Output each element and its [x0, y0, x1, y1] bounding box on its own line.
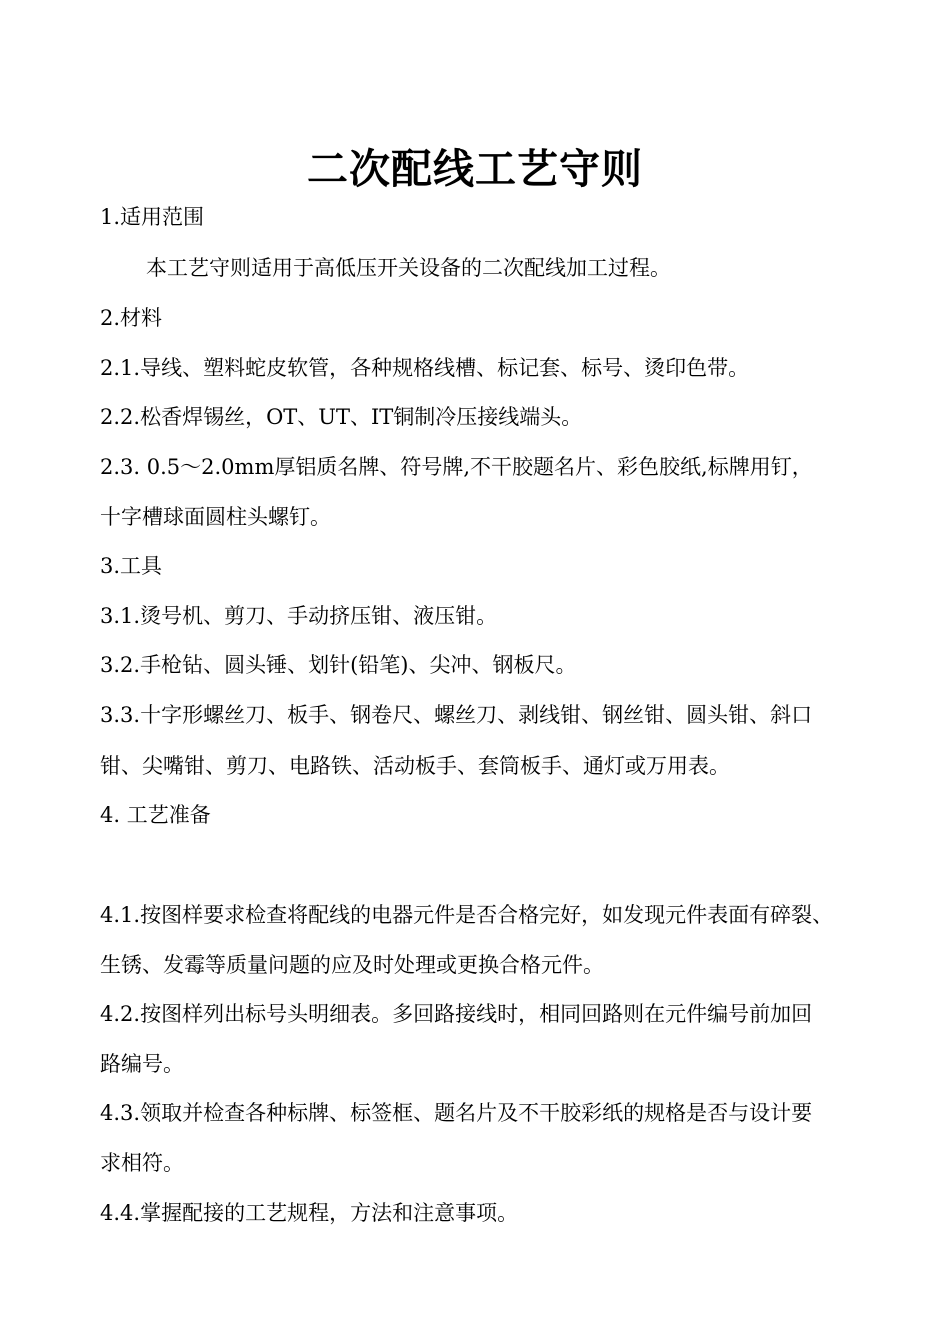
section-heading-preparation: 4. 工艺准备: [100, 803, 211, 827]
item-4-1-cont: 生锈、发霉等质量问题的应及时处理或更换合格元件。: [100, 953, 604, 977]
section-heading-materials: 2.材料: [100, 306, 163, 330]
item-3-2: 3.2.手枪钻、圆头锤、划针(铅笔)、尖冲、钢板尺。: [100, 653, 577, 677]
item-4-3-cont: 求相符。: [100, 1151, 184, 1175]
item-4-4: 4.4.掌握配接的工艺规程，方法和注意事项。: [100, 1201, 519, 1225]
item-2-3-cont: 十字槽球面圆柱头螺钉。: [100, 505, 331, 529]
item-4-1: 4.1.按图样要求检查将配线的电器元件是否合格完好，如发现元件表面有碎裂、: [100, 903, 834, 927]
item-2-1: 2.1.导线、塑料蛇皮软管，各种规格线槽、标记套、标号、烫印色带。: [100, 356, 750, 380]
item-4-2-cont: 路编号。: [100, 1052, 184, 1076]
item-2-2: 2.2.松香焊锡丝，OT、UT、IT铜制冷压接线端头。: [100, 405, 583, 429]
paragraph-scope: 本工艺守则适用于高低压开关设备的二次配线加工过程。: [146, 256, 671, 280]
item-3-3-cont: 钳、尖嘴钳、剪刀、电路铁、活动板手、套筒板手、通灯或万用表。: [100, 754, 730, 778]
document-title: 二次配线工艺守则: [307, 145, 643, 193]
item-4-2: 4.2.按图样列出标号头明细表。多回路接线时，相同回路则在元件编号前加回: [100, 1002, 813, 1026]
item-4-3: 4.3.领取并检查各种标牌、标签框、题名片及不干胶彩纸的规格是否与设计要: [100, 1101, 813, 1125]
section-heading-tools: 3.工具: [100, 554, 163, 578]
item-3-1: 3.1.烫号机、剪刀、手动挤压钳、液压钳。: [100, 604, 498, 628]
item-2-3: 2.3. 0.5～2.0mm厚铝质名牌、符号牌,不干胶题名片、彩色胶纸,标牌用钉，: [100, 455, 813, 479]
item-3-3: 3.3.十字形螺丝刀、板手、钢卷尺、螺丝刀、剥线钳、钢丝钳、圆头钳、斜口: [100, 703, 813, 727]
section-heading-scope: 1.适用范围: [100, 205, 205, 229]
